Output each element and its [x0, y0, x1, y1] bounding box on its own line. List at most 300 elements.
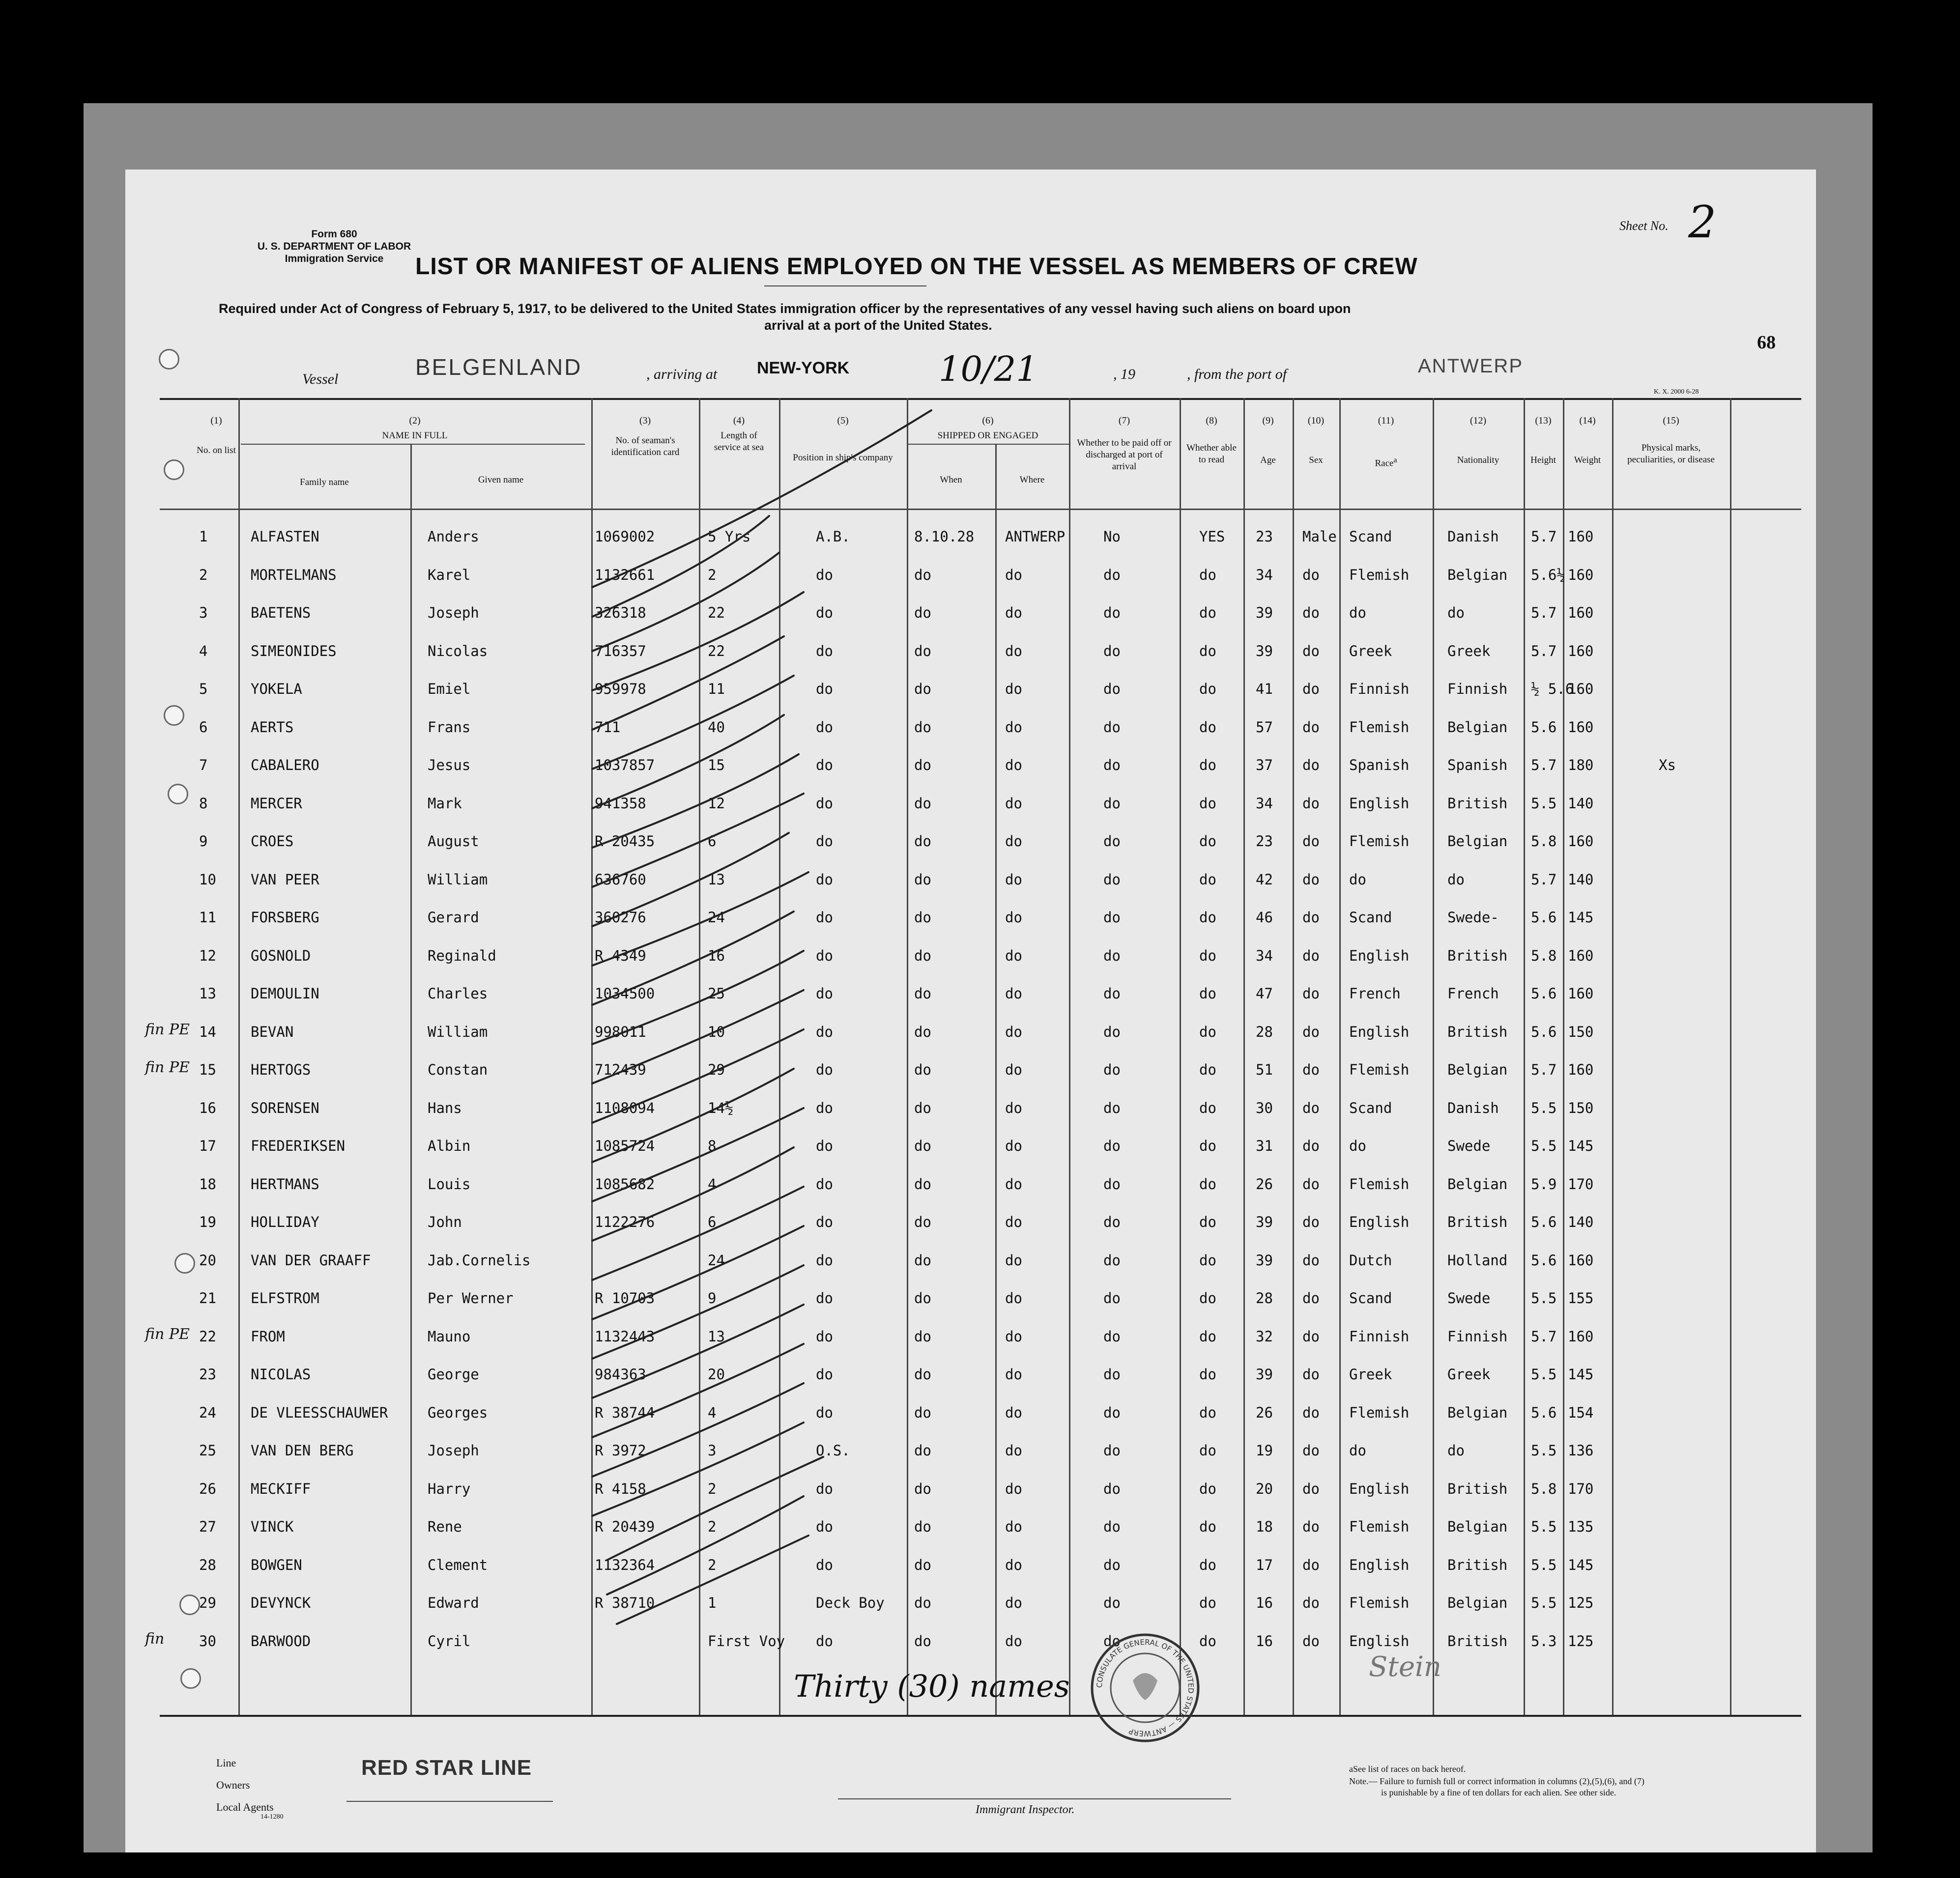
cell-able-to-read: do — [1199, 1632, 1216, 1650]
cell-position: do — [816, 1518, 833, 1535]
cell-height: 5.5 — [1531, 1594, 1557, 1611]
cell-nationality: Danish — [1447, 1099, 1499, 1116]
cell-nationality: Finnish — [1447, 681, 1508, 697]
cell-race: do — [1349, 871, 1366, 888]
cell-paid-off: do — [1103, 1328, 1121, 1345]
cell-family-name: CROES — [251, 833, 294, 850]
cell-age: 41 — [1256, 681, 1273, 697]
cell-sex: Male — [1302, 528, 1337, 545]
cell-race: English — [1349, 1632, 1410, 1650]
cell-shipped-where: do — [1005, 1594, 1022, 1611]
cell-position: O.S. — [816, 1442, 850, 1459]
cell-able-to-read: do — [1199, 833, 1216, 850]
cell-family-name: FROM — [251, 1328, 285, 1345]
cell-family-name: MORTELMANS — [251, 566, 337, 583]
cell-given-name: Louis — [428, 1175, 471, 1193]
subtitle-line-1: Required under Act of Congress of February 5, 1917, to be delivered to the United States immigration officer by the representatives of any vessel having such aliens on board upon — [219, 301, 1351, 316]
cell-race: Flemish — [1349, 1594, 1410, 1611]
cell-age: 47 — [1256, 985, 1273, 1002]
cell-sex: do — [1302, 947, 1320, 964]
cell-given-name: Albin — [428, 1138, 471, 1154]
cell-paid-off: do — [1103, 681, 1121, 697]
col-num-14: (14) — [1579, 415, 1596, 426]
cell-age: 28 — [1256, 1290, 1273, 1307]
print-code: K. X. 2000 6-28 — [1654, 388, 1699, 396]
cell-sex: do — [1302, 1138, 1320, 1154]
cell-family-name: GOSNOLD — [251, 947, 311, 964]
cell-id-card-number: 636760 — [595, 871, 646, 888]
cell-family-name: VAN DEN BERG — [251, 1442, 354, 1459]
cell-weight: 160 — [1568, 985, 1594, 1002]
cell-paid-off: do — [1103, 1632, 1121, 1650]
cell-sex: do — [1302, 985, 1320, 1002]
cell-height: 5.5 — [1531, 1290, 1557, 1307]
cell-given-name: Anders — [428, 528, 479, 545]
cell-shipped-where: do — [1005, 1442, 1022, 1459]
cell-shipped-when: do — [914, 1175, 931, 1193]
cell-able-to-read: do — [1199, 1138, 1216, 1154]
cell-weight: 145 — [1568, 909, 1594, 926]
cell-position: do — [816, 1138, 833, 1154]
cell-paid-off: do — [1103, 1252, 1121, 1269]
cell-shipped-when: do — [914, 947, 931, 964]
cell-height: 5.5 — [1531, 1556, 1557, 1573]
cell-family-name: YOKELA — [251, 681, 302, 697]
cell-height: 5.7 — [1531, 604, 1557, 621]
cell-given-name: Georges — [428, 1404, 488, 1421]
cell-length-of-service: 4 — [708, 1404, 717, 1421]
cell-race: do — [1349, 1442, 1366, 1459]
cell-paid-off: do — [1103, 985, 1121, 1002]
cell-shipped-where: do — [1005, 681, 1022, 697]
cell-race: Finnish — [1349, 1328, 1410, 1345]
cell-shipped-where: do — [1005, 1328, 1022, 1345]
cell-height: 5.3 — [1531, 1632, 1557, 1650]
cell-shipped-where: do — [1005, 909, 1022, 926]
cell-nationality: Belgian — [1447, 1175, 1508, 1193]
cell-nationality: Belgian — [1447, 566, 1508, 583]
cell-shipped-where: do — [1005, 833, 1022, 850]
cell-height: 5.6½ — [1531, 566, 1565, 583]
cell-shipped-when: do — [914, 1138, 931, 1154]
cell-height: ½ 5.6 — [1531, 681, 1574, 697]
cell-position: do — [816, 604, 833, 621]
cell-weight: 160 — [1568, 1328, 1594, 1345]
header-read: Whether able to read — [1186, 443, 1237, 465]
cell-sex: do — [1302, 1518, 1320, 1535]
cell-row-number: 3 — [199, 604, 208, 621]
cell-given-name: Frans — [428, 718, 471, 736]
cell-shipped-where: do — [1005, 1404, 1022, 1421]
cell-position: do — [816, 1632, 833, 1650]
cell-race: Flemish — [1349, 718, 1410, 736]
cell-length-of-service: 22 — [708, 604, 725, 621]
cell-shipped-when: do — [914, 871, 931, 888]
cell-age: 16 — [1256, 1594, 1273, 1611]
cell-paid-off: do — [1103, 1214, 1121, 1230]
cell-weight: 135 — [1568, 1518, 1594, 1535]
cell-nationality: Danish — [1447, 528, 1499, 545]
cell-nationality: do — [1447, 604, 1465, 621]
cell-able-to-read: do — [1199, 681, 1216, 697]
arrival-date: 10/21 — [939, 349, 1038, 389]
cell-given-name: Mark — [428, 795, 462, 812]
cell-family-name: AERTS — [251, 718, 294, 736]
cell-given-name: Edward — [428, 1594, 479, 1611]
cell-sex: do — [1302, 1061, 1320, 1078]
cell-weight: 125 — [1568, 1594, 1594, 1611]
cell-nationality: British — [1447, 1480, 1508, 1497]
cell-shipped-where: do — [1005, 1518, 1022, 1535]
cell-age: 39 — [1256, 642, 1273, 659]
cell-race: English — [1349, 1214, 1410, 1230]
cell-race: Flemish — [1349, 833, 1410, 850]
cell-height: 5.7 — [1531, 1061, 1557, 1078]
cell-shipped-where: do — [1005, 1099, 1022, 1116]
inspector-rule — [838, 1798, 1231, 1799]
cell-nationality: Belgian — [1447, 1061, 1508, 1078]
page-number: 68 — [1757, 332, 1776, 353]
cell-length-of-service: 8 — [708, 1138, 717, 1154]
cell-given-name: Harry — [428, 1480, 471, 1497]
cell-family-name: SIMEONIDES — [251, 642, 337, 659]
cell-id-card-number: 1085724 — [595, 1138, 655, 1154]
cell-nationality: Greek — [1447, 642, 1491, 659]
cell-length-of-service: 15 — [708, 757, 725, 773]
cell-weight: 145 — [1568, 1366, 1594, 1383]
cell-id-card-number: 712439 — [595, 1061, 646, 1078]
cell-able-to-read: do — [1199, 909, 1216, 926]
check-marks — [125, 170, 1816, 1852]
cell-row-number: 7 — [199, 757, 208, 773]
margin-annotation: fin — [145, 1630, 165, 1648]
cell-shipped-where: do — [1005, 566, 1022, 583]
cell-height: 5.5 — [1531, 1138, 1557, 1154]
cell-race: English — [1349, 795, 1410, 812]
col-num-3: (3) — [639, 415, 651, 426]
cell-id-card-number: 1037857 — [595, 757, 655, 773]
cell-length-of-service: 6 — [708, 833, 717, 850]
cell-height: 5.8 — [1531, 947, 1557, 964]
cell-shipped-where: do — [1005, 604, 1022, 621]
cell-shipped-when: do — [914, 833, 931, 850]
col-num-4: (4) — [733, 415, 745, 426]
cell-height: 5.8 — [1531, 1480, 1557, 1497]
cell-paid-off: do — [1103, 795, 1121, 812]
cell-paid-off: do — [1103, 1594, 1121, 1611]
cell-nationality: British — [1447, 795, 1508, 812]
cell-row-number: 21 — [199, 1290, 216, 1307]
col-num-6: (6) — [982, 415, 994, 426]
cell-id-card-number: R 10703 — [595, 1290, 655, 1307]
cell-row-number: 6 — [199, 718, 208, 736]
cell-row-number: 27 — [199, 1518, 216, 1535]
cell-paid-off: do — [1103, 718, 1121, 736]
cell-given-name: William — [428, 871, 488, 888]
cell-given-name: Clement — [428, 1556, 488, 1573]
cell-paid-off: do — [1103, 1366, 1121, 1383]
cell-able-to-read: do — [1199, 757, 1216, 773]
cell-race: do — [1349, 604, 1366, 621]
cell-physical-marks: Xs — [1659, 757, 1676, 773]
cell-paid-off: do — [1103, 1404, 1121, 1421]
col-num-8: (8) — [1206, 415, 1217, 426]
cell-id-card-number: 941358 — [595, 795, 646, 812]
cell-length-of-service: 40 — [708, 718, 725, 736]
cell-position: do — [816, 1214, 833, 1230]
cell-nationality: Swede — [1447, 1138, 1491, 1154]
cell-weight: 145 — [1568, 1138, 1594, 1154]
cell-race: English — [1349, 947, 1410, 964]
cell-able-to-read: do — [1199, 1556, 1216, 1573]
cell-weight: 160 — [1568, 681, 1594, 697]
cell-length-of-service: 16 — [708, 947, 725, 964]
cell-weight: 125 — [1568, 1632, 1594, 1650]
cell-length-of-service: 29 — [708, 1061, 725, 1078]
cell-given-name: Nicolas — [428, 642, 488, 659]
cell-family-name: MERCER — [251, 795, 302, 812]
cell-row-number: 29 — [199, 1594, 216, 1611]
sheet-number: 2 — [1688, 197, 1717, 248]
cell-nationality: British — [1447, 1023, 1508, 1040]
cell-family-name: CABALERO — [251, 757, 319, 773]
cell-paid-off: do — [1103, 1442, 1121, 1459]
cell-able-to-read: do — [1199, 871, 1216, 888]
cell-length-of-service: 2 — [708, 1480, 717, 1497]
cell-given-name: George — [428, 1366, 479, 1383]
cell-shipped-when: do — [914, 1594, 931, 1611]
manifest-sheet — [125, 170, 1816, 1852]
cell-able-to-read: do — [1199, 1290, 1216, 1307]
cell-sex: do — [1302, 1556, 1320, 1573]
cell-family-name: BEVAN — [251, 1023, 294, 1040]
cell-row-number: 18 — [199, 1175, 216, 1193]
header-sex: Sex — [1309, 455, 1323, 465]
eagle-icon — [1133, 1673, 1157, 1700]
cell-id-card-number: 1132443 — [595, 1328, 655, 1345]
cell-able-to-read: do — [1199, 566, 1216, 583]
cell-shipped-where: do — [1005, 947, 1022, 964]
cell-sex: do — [1302, 718, 1320, 736]
owners-rule — [346, 1801, 553, 1802]
cell-position: do — [816, 1023, 833, 1040]
margin-annotation: fin PE — [145, 1059, 190, 1076]
cell-age: 28 — [1256, 1023, 1273, 1040]
cell-id-card-number: 360276 — [595, 909, 646, 926]
header-position: Position in ship's company — [793, 453, 893, 463]
cell-shipped-when: do — [914, 757, 931, 773]
cell-sex: do — [1302, 1175, 1320, 1193]
cell-given-name: John — [428, 1214, 462, 1230]
cell-shipped-when: do — [914, 1252, 931, 1269]
inspector-signature: Stein — [1369, 1651, 1441, 1683]
cell-nationality: Belgian — [1447, 1594, 1508, 1611]
header-physical-marks: Physical marks, peculiarities, or disease — [1627, 443, 1715, 465]
cell-race: Scand — [1349, 909, 1392, 926]
cell-weight: 160 — [1568, 642, 1594, 659]
cell-nationality: Belgian — [1447, 1518, 1508, 1535]
cell-age: 46 — [1256, 909, 1273, 926]
cell-sex: do — [1302, 1290, 1320, 1307]
cell-shipped-where: do — [1005, 642, 1022, 659]
cell-given-name: Gerard — [428, 909, 479, 926]
cell-family-name: DEMOULIN — [251, 985, 319, 1002]
cell-position: do — [816, 1252, 833, 1269]
cell-weight: 180 — [1568, 757, 1594, 773]
cell-id-card-number: 1122276 — [595, 1214, 655, 1230]
cell-row-number: 8 — [199, 795, 208, 812]
cell-able-to-read: do — [1199, 947, 1216, 964]
agents-code: 14-1280 — [260, 1813, 284, 1821]
cell-weight: 140 — [1568, 795, 1594, 812]
cell-age: 39 — [1256, 1366, 1273, 1383]
cell-paid-off: do — [1103, 833, 1121, 850]
cell-length-of-service: 24 — [708, 909, 725, 926]
cell-row-number: 13 — [199, 985, 216, 1002]
cell-given-name: Jesus — [428, 757, 471, 773]
cell-age: 26 — [1256, 1175, 1273, 1193]
col-num-12: (12) — [1470, 415, 1487, 426]
cell-able-to-read: do — [1199, 1099, 1216, 1116]
col-num-1: (1) — [210, 415, 222, 426]
cell-id-card-number: 998011 — [595, 1023, 646, 1040]
cell-paid-off: do — [1103, 1023, 1121, 1040]
cell-paid-off: do — [1103, 1175, 1121, 1193]
cell-row-number: 5 — [199, 681, 208, 697]
cell-nationality: British — [1447, 1214, 1508, 1230]
cell-race: English — [1349, 1023, 1410, 1040]
cell-able-to-read: do — [1199, 1366, 1216, 1383]
cell-able-to-read: do — [1199, 1214, 1216, 1230]
cell-row-number: 2 — [199, 566, 208, 583]
cell-age: 34 — [1256, 566, 1273, 583]
cell-position: do — [816, 718, 833, 736]
cell-able-to-read: do — [1199, 1518, 1216, 1535]
cell-age: 23 — [1256, 528, 1273, 545]
cell-id-card-number: R 38710 — [595, 1594, 655, 1611]
cell-age: 30 — [1256, 1099, 1273, 1116]
cell-row-number: 23 — [199, 1366, 216, 1383]
year-label: , 19 — [1113, 366, 1135, 382]
cell-row-number: 4 — [199, 642, 208, 659]
cell-height: 5.7 — [1531, 1328, 1557, 1345]
cell-position: do — [816, 1328, 833, 1345]
cell-row-number: 22 — [199, 1328, 216, 1345]
cell-height: 5.5 — [1531, 1518, 1557, 1535]
cell-sex: do — [1302, 566, 1320, 583]
margin-annotation: fin PE — [145, 1325, 190, 1343]
cell-race: Dutch — [1349, 1252, 1392, 1269]
cell-shipped-when: do — [914, 1061, 931, 1078]
cell-position: do — [816, 833, 833, 850]
cell-sex: do — [1302, 1023, 1320, 1040]
header-when: When — [940, 475, 962, 485]
cell-shipped-when: do — [914, 1632, 931, 1650]
cell-given-name: Joseph — [428, 1442, 479, 1459]
cell-position: do — [816, 681, 833, 697]
cell-shipped-when: do — [914, 681, 931, 697]
cell-race: Scand — [1349, 528, 1392, 545]
cell-paid-off: do — [1103, 1138, 1121, 1154]
departure-port: ANTWERP — [1418, 355, 1523, 377]
cell-length-of-service: First Voy — [708, 1632, 785, 1650]
cell-race: Greek — [1349, 1366, 1392, 1383]
arriving-label: , arriving at — [646, 366, 718, 382]
cell-race: Scand — [1349, 1290, 1392, 1307]
cell-height: 5.6 — [1531, 985, 1557, 1002]
cell-sex: do — [1302, 909, 1320, 926]
cell-shipped-when: do — [914, 1328, 931, 1345]
cell-id-card-number: R 20435 — [595, 833, 655, 850]
cell-shipped-where: do — [1005, 1632, 1022, 1650]
cell-paid-off: do — [1103, 642, 1121, 659]
form-number: Form 680 — [311, 228, 357, 240]
cell-age: 37 — [1256, 757, 1273, 773]
cell-shipped-when: do — [914, 1480, 931, 1497]
cell-nationality: Finnish — [1447, 1328, 1508, 1345]
cell-shipped-when: do — [914, 1290, 931, 1307]
cell-id-card-number: 716357 — [595, 642, 646, 659]
cell-age: 34 — [1256, 947, 1273, 964]
cell-position: do — [816, 1404, 833, 1421]
cell-family-name: BARWOOD — [251, 1632, 311, 1650]
cell-row-number: 30 — [199, 1632, 216, 1650]
cell-shipped-where: do — [1005, 1175, 1022, 1193]
cell-shipped-where: do — [1005, 1366, 1022, 1383]
penalty-note-2: is punishable by a fine of ten dollars for each alien. See other side. — [1381, 1788, 1616, 1797]
cell-shipped-when: do — [914, 642, 931, 659]
cell-shipped-where: do — [1005, 1252, 1022, 1269]
cell-shipped-when: do — [914, 1099, 931, 1116]
cell-paid-off: do — [1103, 1099, 1121, 1116]
cell-shipped-where: do — [1005, 1138, 1022, 1154]
cell-able-to-read: do — [1199, 718, 1216, 736]
cell-sex: do — [1302, 681, 1320, 697]
cell-shipped-where: do — [1005, 985, 1022, 1002]
cell-sex: do — [1302, 1442, 1320, 1459]
cell-given-name: Constan — [428, 1061, 488, 1078]
races-note: aSee list of races on back hereof. — [1349, 1764, 1466, 1774]
cell-weight: 140 — [1568, 1214, 1594, 1230]
header-shipped: SHIPPED OR ENGAGED — [937, 430, 1038, 441]
subtitle-line-2: arrival at a port of the United States. — [764, 318, 992, 333]
cell-given-name: Reginald — [428, 947, 496, 964]
cell-row-number: 1 — [199, 528, 208, 545]
cell-shipped-where: do — [1005, 757, 1022, 773]
cell-height: 5.5 — [1531, 795, 1557, 812]
cell-shipped-when: do — [914, 566, 931, 583]
cell-shipped-where: do — [1005, 1214, 1022, 1230]
cell-length-of-service: 13 — [708, 871, 725, 888]
cell-age: 51 — [1256, 1061, 1273, 1078]
cell-weight: 140 — [1568, 871, 1594, 888]
cell-given-name: Jab.Cornelis — [428, 1252, 531, 1269]
cell-height: 5.7 — [1531, 757, 1557, 773]
cell-shipped-where: do — [1005, 795, 1022, 812]
cell-able-to-read: do — [1199, 1252, 1216, 1269]
cell-shipped-where: do — [1005, 1290, 1022, 1307]
header-length-service: Length of service at sea — [714, 430, 764, 453]
cell-position: do — [816, 909, 833, 926]
cell-weight: 170 — [1568, 1480, 1594, 1497]
header-weight: Weight — [1574, 455, 1601, 465]
cell-row-number: 10 — [199, 871, 216, 888]
cell-nationality: Holland — [1447, 1252, 1508, 1269]
cell-position: do — [816, 985, 833, 1002]
cell-family-name: BOWGEN — [251, 1556, 302, 1573]
cell-shipped-when: do — [914, 1442, 931, 1459]
cell-length-of-service: 9 — [708, 1290, 717, 1307]
